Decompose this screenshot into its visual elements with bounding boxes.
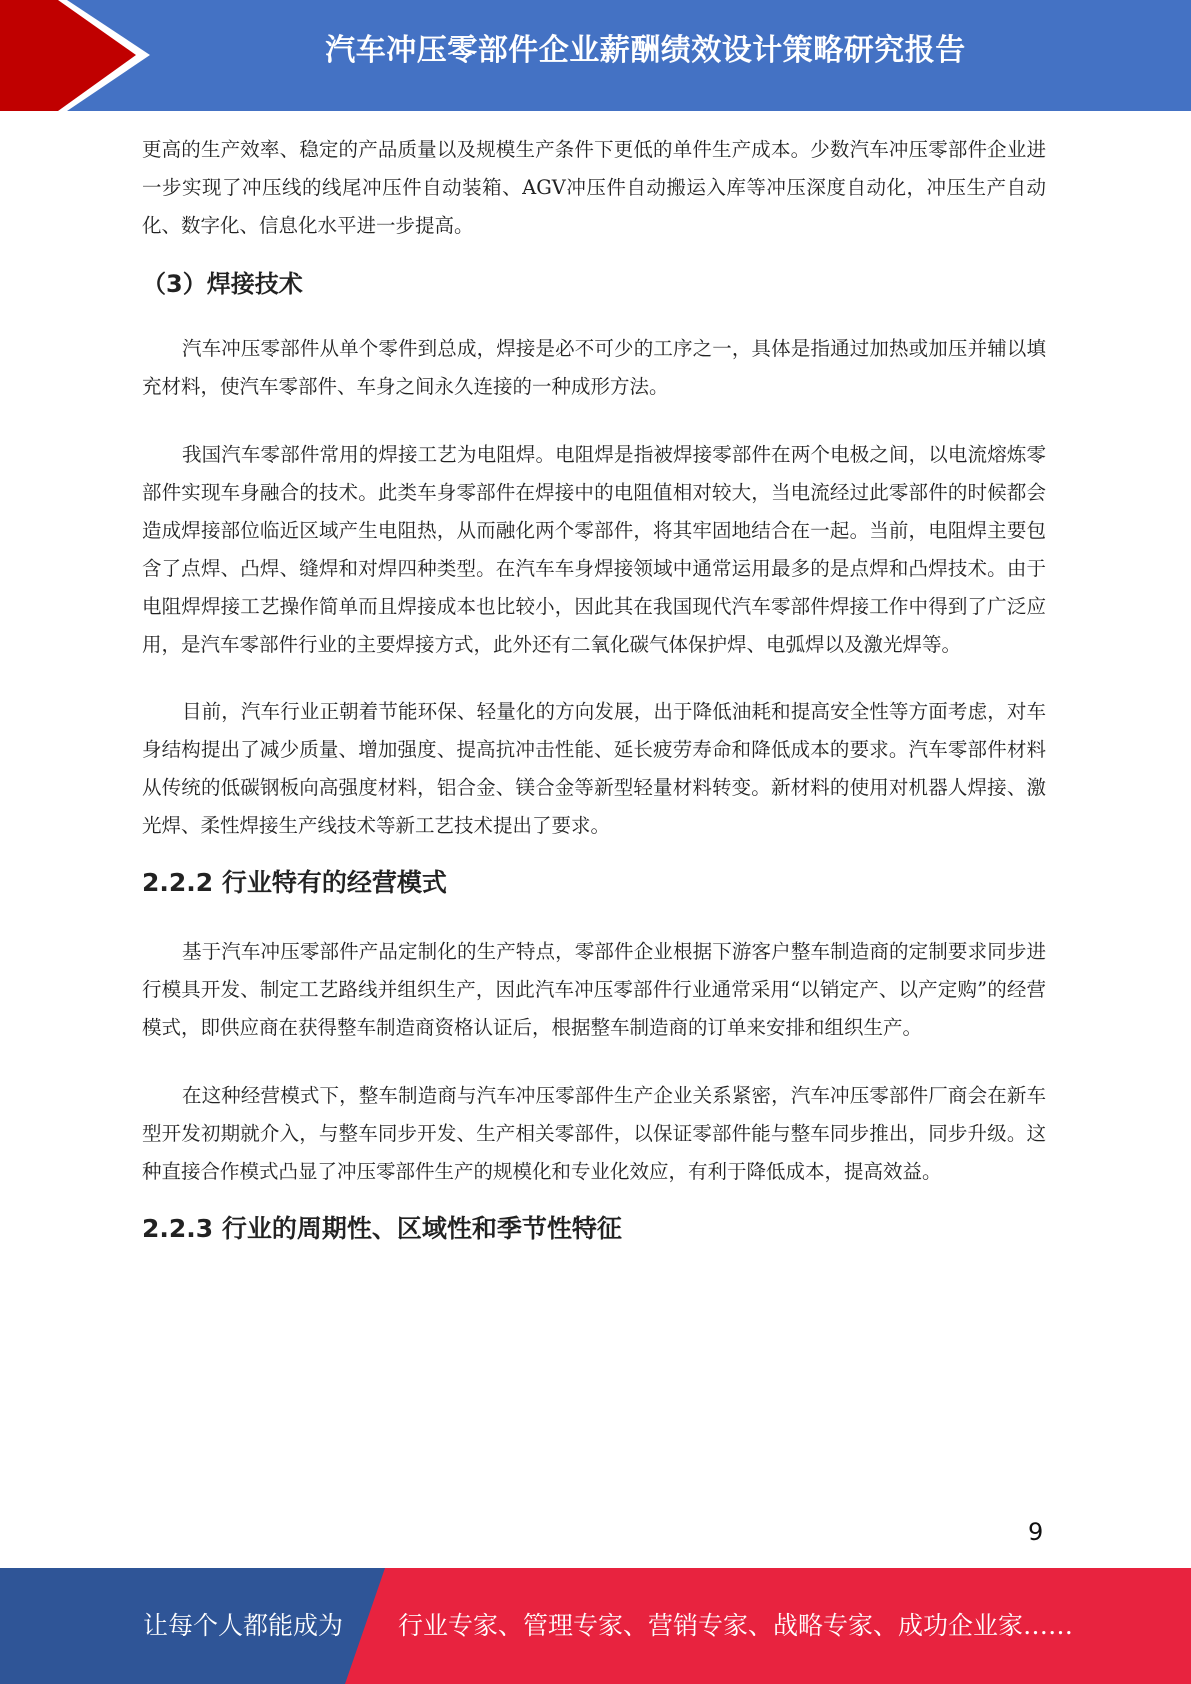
welding-paragraph-1: 汽车冲压零部件从单个零件到总成，焊接是必不可少的工序之一，具体是指通过加热或加压并辅以填充材料，使汽车零部件、车身之间永久连接的一种成形方法。 [142, 337, 1046, 398]
intro-paragraph: 更高的生产效率、稳定的产品质量以及规模生产条件下更低的单件生产成本。少数汽车冲压零部件企业进一步实现了冲压线的线尾冲压件自动装箱、AGV冲压件自动搬运入库等冲压深度自动化，冲压生产自动化、数字化、信息化水平进一步提高。 [142, 138, 1046, 237]
page-header [0, 0, 1191, 111]
footer-slogan-left: 让每个人都能成为 [143, 1611, 344, 1640]
report-title: 汽车冲压零部件企业薪酬绩效设计策略研究报告 [325, 33, 966, 68]
section-heading-2-2-3: 2.2.3 行业的周期性、区域性和季节性特征 [142, 1214, 622, 1243]
header-arrow-decoration [0, 0, 160, 111]
business-paragraph-1: 基于汽车冲压零部件产品定制化的生产特点，零部件企业根据下游客户整车制造商的定制要求同步进行模具开发、制定工艺路线并组织生产，因此汽车冲压零部件行业通常采用“以销定产、以产定购”的经营模式，即供应商在获得整车制造商资格认证后，根据整车制造商的订单来安排和组织生产。 [142, 940, 1046, 1039]
footer-slogan-right: 行业专家、管理专家、营销专家、战略专家、成功企业家…… [398, 1611, 1074, 1640]
welding-paragraph-2: 我国汽车零部件常用的焊接工艺为电阻焊。电阻焊是指被焊接零部件在两个电极之间，以电流熔炼零部件实现车身融合的技术。此类车身零部件在焊接中的电阻值相对较大，当电流经过此零部件的时候都会造成焊接部位临近区域产生电阻热，从而融化两个零部件，将其牢固地结合在一起。当前，电阻焊主要包含了点焊、凸焊、缝焊和对焊四种类型。在汽车车身焊接领域中通常运用最多的是点焊和凸焊技术。由于电阻焊焊接工艺操作简单而且焊接成本也比较小，因此其在我国现代汽车零部件焊接工作中得到了广泛应用，是汽车零部件行业的主要焊接方式，此外还有二氧化碳气体保护焊、电弧焊以及激光焊等。 [142, 443, 1046, 656]
page-number: 9 [1028, 1518, 1044, 1546]
page-content [142, 131, 1046, 1245]
welding-paragraph-3: 目前，汽车行业正朝着节能环保、轻量化的方向发展，出于降低油耗和提高安全性等方面考虑，对车身结构提出了减少质量、增加强度、提高抗冲击性能、延长疲劳寿命和降低成本的要求。汽车零部件材料从传统的低碳钢板向高强度材料，铝合金、镁合金等新型轻量材料转变。新材料的使用对机器人焊接、激光焊、柔性焊接生产线技术等新工艺技术提出了要求。 [142, 700, 1046, 837]
section-heading-2-2-2: 2.2.2 行业特有的经营模式 [142, 868, 447, 897]
page-footer [0, 1568, 1191, 1684]
business-paragraph-2: 在这种经营模式下，整车制造商与汽车冲压零部件生产企业关系紧密，汽车冲压零部件厂商会在新车型开发初期就介入，与整车同步开发、生产相关零部件，以保证零部件能与整车同步推出，同步升级。这种直接合作模式凸显了冲压零部件生产的规模化和专业化效应，有利于降低成本，提高效益。 [142, 1084, 1046, 1183]
subsection-heading-welding: （3）焊接技术 [142, 270, 303, 298]
